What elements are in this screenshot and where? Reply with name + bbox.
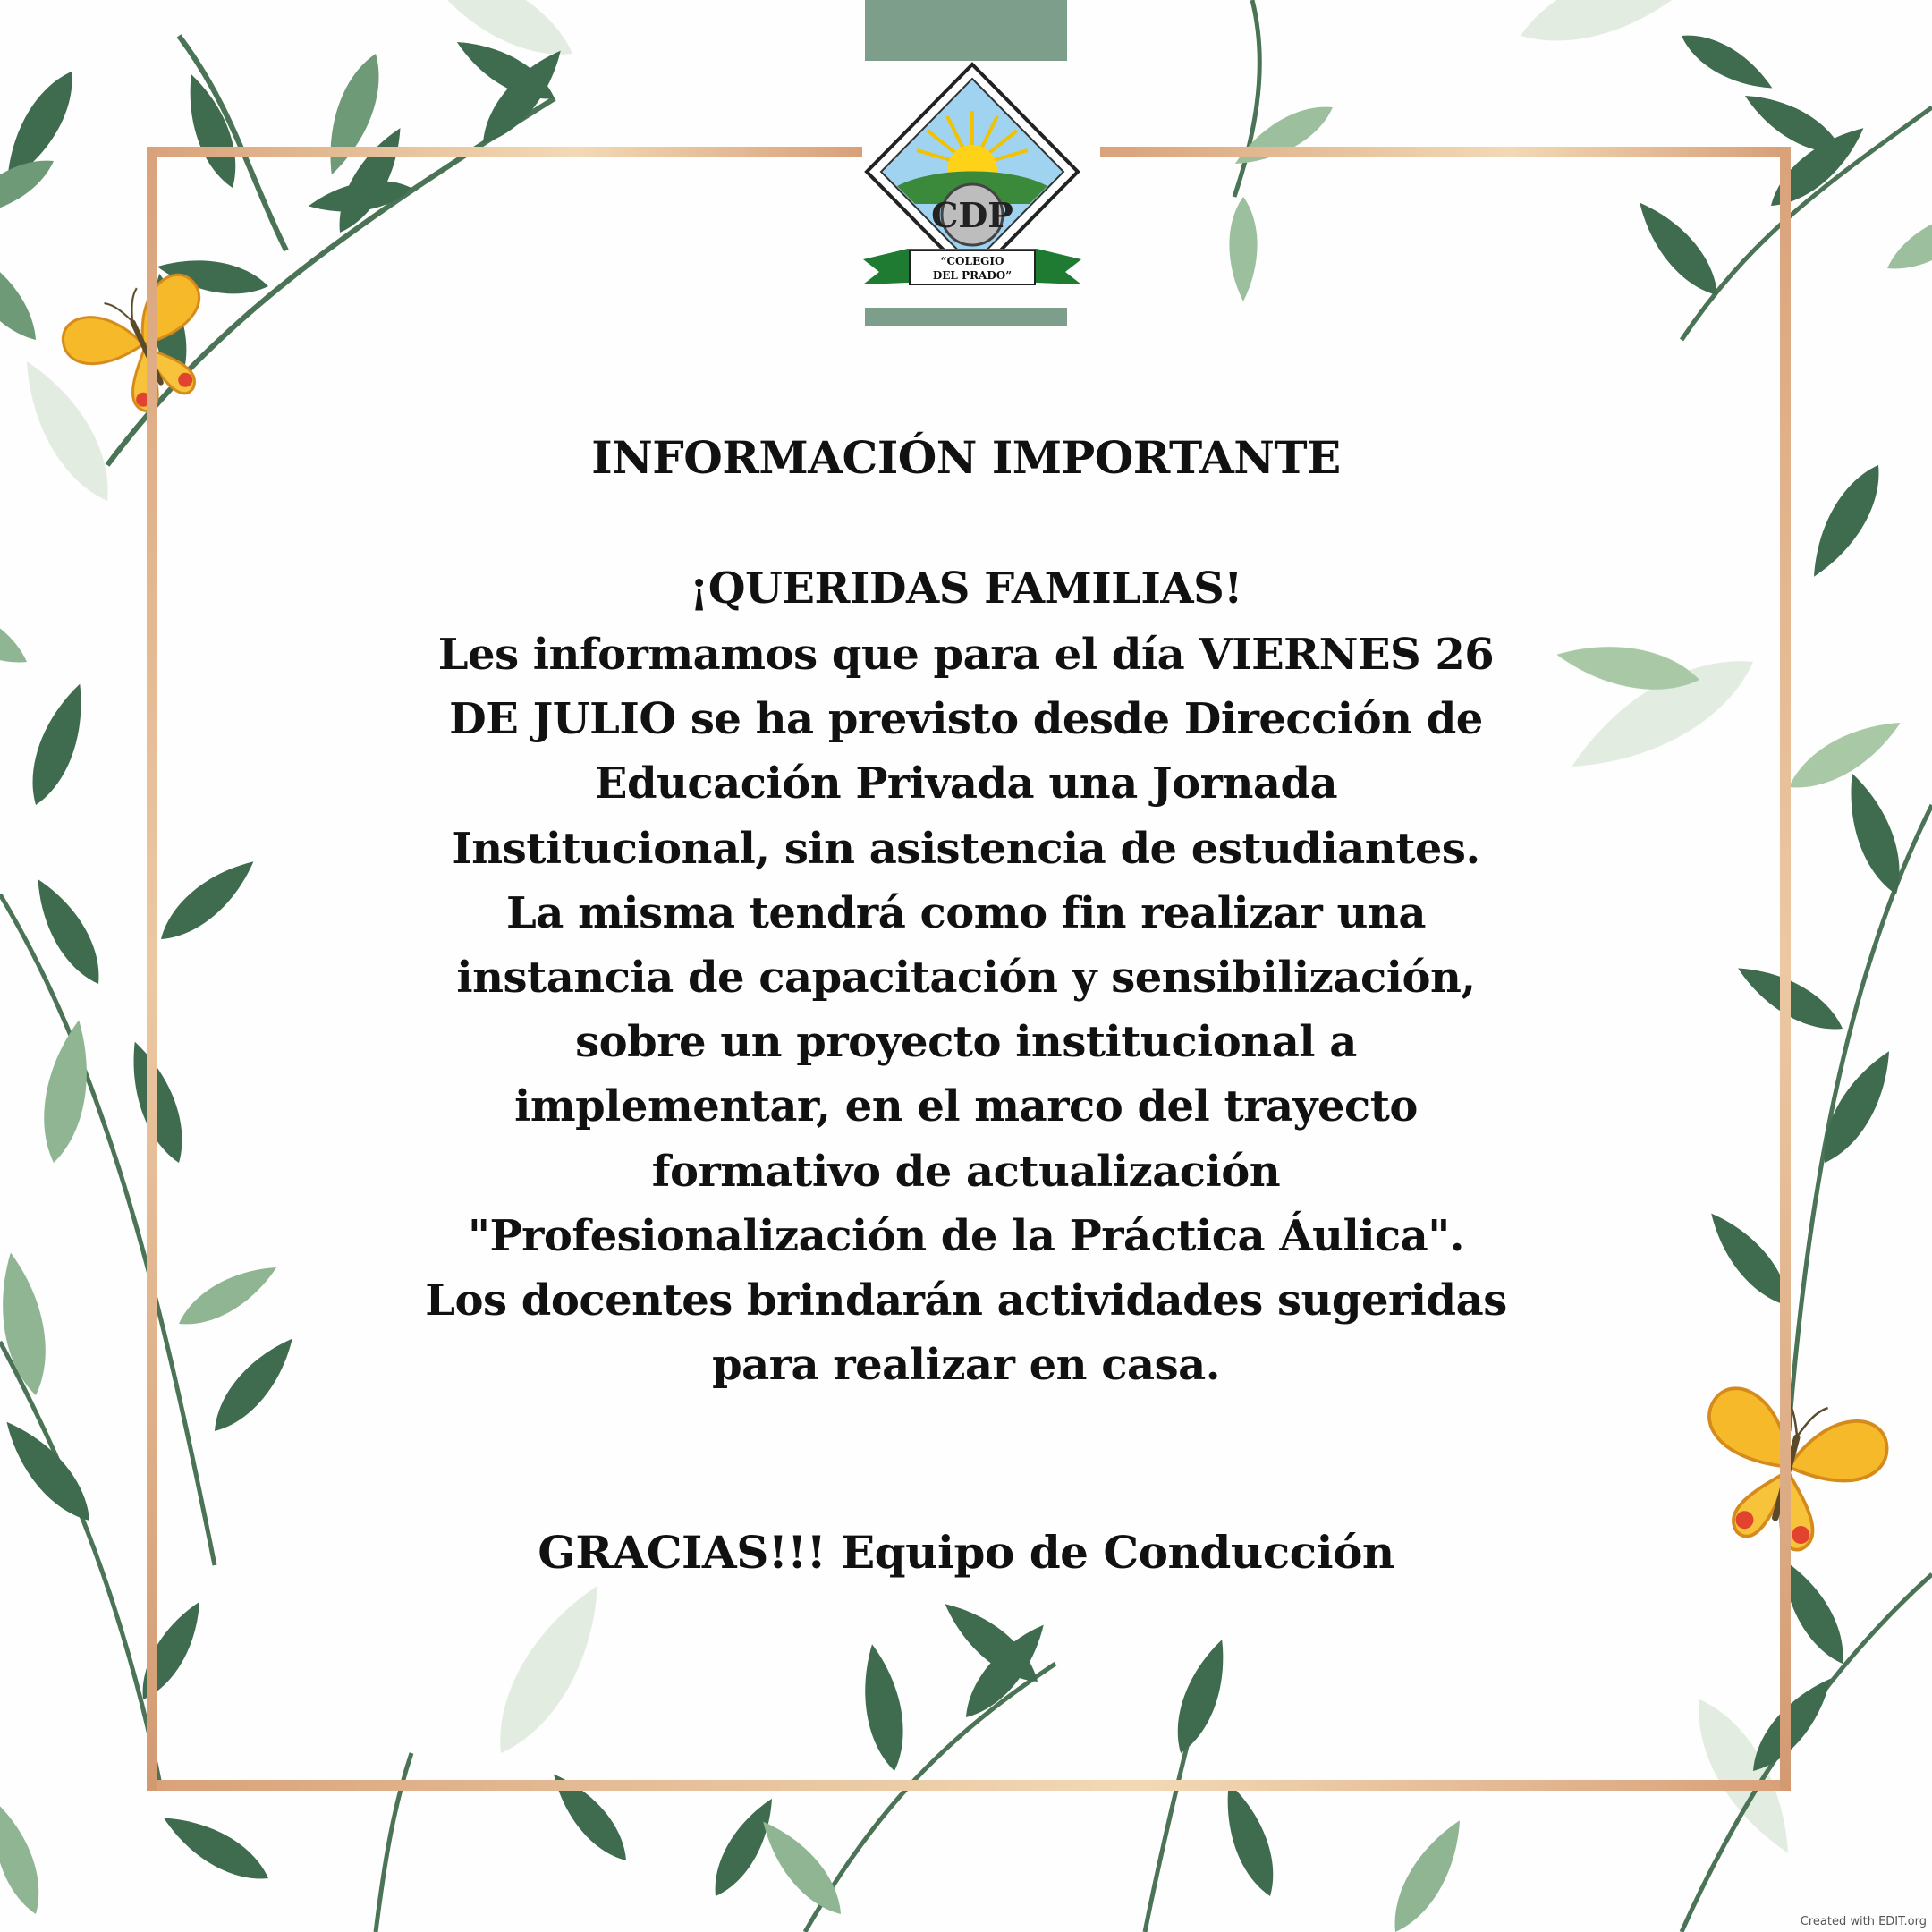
frame-bottom [154, 1780, 1791, 1791]
body-line: sobre un proyecto institucional a [575, 1017, 1357, 1068]
body-line: Los docentes brindarán actividades sugeridas [425, 1275, 1507, 1326]
top-bar [865, 0, 1067, 61]
frame-top-left [147, 147, 862, 157]
body-line: "Profesionalización de la Práctica Áulica". [468, 1210, 1464, 1261]
body-line: Les informamos que para el día VIERNES 26 [437, 630, 1495, 680]
body-line: para realizar en casa. [712, 1340, 1220, 1391]
body-line: La misma tendrá como fin realizar una [506, 887, 1426, 938]
notice-body [394, 623, 1538, 1397]
body-line: Institucional, sin asistencia de estudiantes. [452, 823, 1480, 874]
greeting: ¡QUERIDAS FAMILIAS! [690, 564, 1242, 614]
frame-top-right [1100, 147, 1780, 157]
frame-left [147, 147, 157, 1791]
frame-right [1780, 147, 1791, 1791]
logo-monogram: CDP [931, 195, 1013, 235]
logo-text-line1: “COLEGIO [940, 255, 1004, 267]
body-line: DE JULIO se ha previsto desde Dirección de [449, 694, 1483, 745]
logo-text-line2: DEL PRADO” [932, 269, 1013, 282]
body-line: implementar, en el marco del trayecto [514, 1081, 1418, 1132]
notice-heading: INFORMACIÓN IMPORTANTE [591, 431, 1341, 484]
body-line: instancia de capacitación y sensibilización, [456, 953, 1476, 1004]
school-logo [854, 61, 1091, 311]
body-line: Educación Privada una Jornada [594, 758, 1338, 809]
credit-watermark: Created with EDIT.org [1800, 1915, 1927, 1928]
signoff: GRACIAS!!! Equipo de Conducción [538, 1526, 1394, 1579]
body-line: formativo de actualización [651, 1146, 1281, 1197]
